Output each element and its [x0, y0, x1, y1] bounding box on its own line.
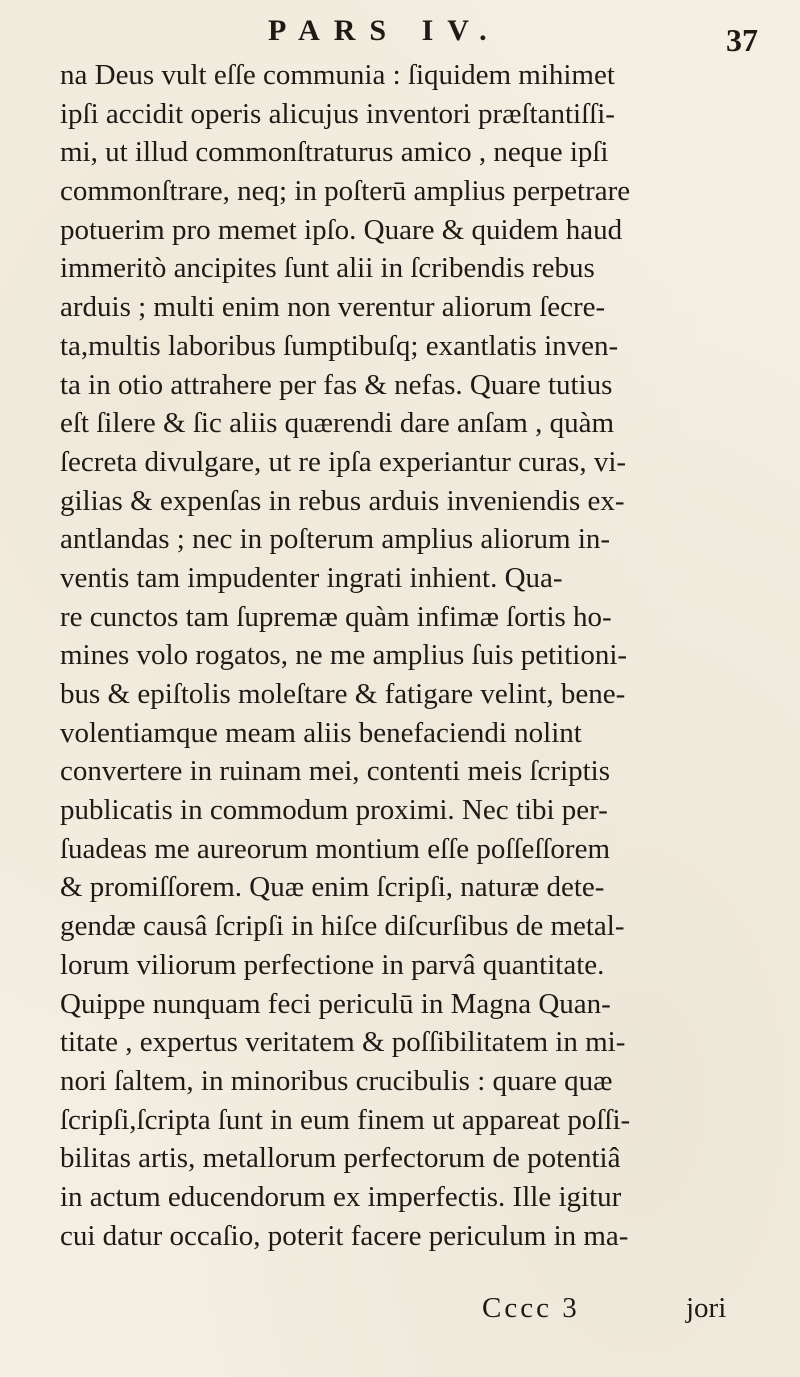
- text-line: ipſi accidit operis alicujus inventori præſtantiſſi-: [60, 97, 615, 130]
- text-line: gendæ causâ ſcripſi in hiſce diſcurſibus de metal-: [60, 910, 625, 943]
- text-line: re cunctos tam ſupremæ quàm infimæ ſortis ho-: [60, 600, 612, 633]
- text-line: cui datur occaſio, poterit facere periculum in ma-: [60, 1219, 629, 1252]
- page-footer: [0, 1292, 800, 1332]
- body-text: [60, 56, 800, 1255]
- text-line: bus & epiſtolis moleſtare & fatigare velint, bene-: [60, 678, 626, 710]
- text-line: bilitas artis, metallorum perfectorum de potentiâ: [60, 1142, 621, 1175]
- text-line: ventis tam impudenter ingrati inhient. Qua-: [60, 561, 563, 594]
- page-header: [0, 14, 800, 58]
- page-number: 37: [726, 22, 758, 58]
- text-line: na Deus vult eſſe communia : ſiquidem mihimet: [60, 59, 615, 91]
- signature-mark: Cccc 3: [482, 1292, 580, 1324]
- text-line: & promiſſorem. Quæ enim ſcripſi, naturæ dete-: [60, 871, 605, 904]
- text-line: publicatis in commodum proximi. Nec tibi per-: [60, 794, 608, 827]
- text-line: ta,multis laboribus ſumptibuſq; exantlatis inven-: [60, 329, 619, 362]
- text-line: titate , expertus veritatem & poſſibilitatem in mi-: [60, 1026, 626, 1059]
- catchword: jori: [686, 1292, 727, 1324]
- text-line: immeritò ancipites ſunt alii in ſcribendis rebus: [60, 252, 595, 285]
- text-line: eſt ſilere & ſic aliis quærendi dare anſam , quàm: [60, 407, 615, 440]
- text-line: volentiamque meam aliis benefaciendi nolint: [60, 716, 582, 749]
- text-line: nori ſaltem, in minoribus crucibulis : quare quæ: [60, 1064, 613, 1097]
- text-line: commonſtrare, neq; in poſterū amplius perpetrare: [60, 175, 631, 208]
- text-line: antlandas ; nec in poſterum amplius aliorum in-: [60, 523, 611, 556]
- text-line: ſuadeas me aureorum montium eſſe poſſeſſorem: [60, 832, 611, 865]
- text-line: convertere in ruinam mei, contenti meis ſcriptis: [60, 755, 611, 788]
- text-line: gilias & expenſas in rebus arduis inveniendis ex-: [60, 484, 625, 517]
- text-line: Quippe nunquam feci periculū in Magna Quan-: [60, 987, 611, 1020]
- text-line: ſecreta divulgare, ut re ipſa experiantur curas, vi-: [60, 445, 627, 478]
- text-line: lorum viliorum perfectione in parvâ quantitate.: [60, 948, 605, 981]
- text-line: arduis ; multi enim non verentur aliorum ſecre-: [60, 291, 606, 324]
- text-line: in actum educendorum ex imperfectis. Ille igitur: [60, 1180, 622, 1213]
- text-line: ta in otio attrahere per fas & nefas. Quare tutius: [60, 368, 613, 401]
- running-head: PARS IV.: [268, 14, 501, 47]
- text-line: potuerim pro memet ipſo. Quare & quidem haud: [60, 213, 623, 246]
- text-line: mi, ut illud commonſtraturus amico , neque ipſi: [60, 136, 609, 169]
- text-line: ſcripſi,ſcripta ſunt in eum finem ut appareat poſſi-: [60, 1103, 631, 1136]
- text-line: mines volo rogatos, ne me amplius ſuis petitioni-: [60, 639, 628, 672]
